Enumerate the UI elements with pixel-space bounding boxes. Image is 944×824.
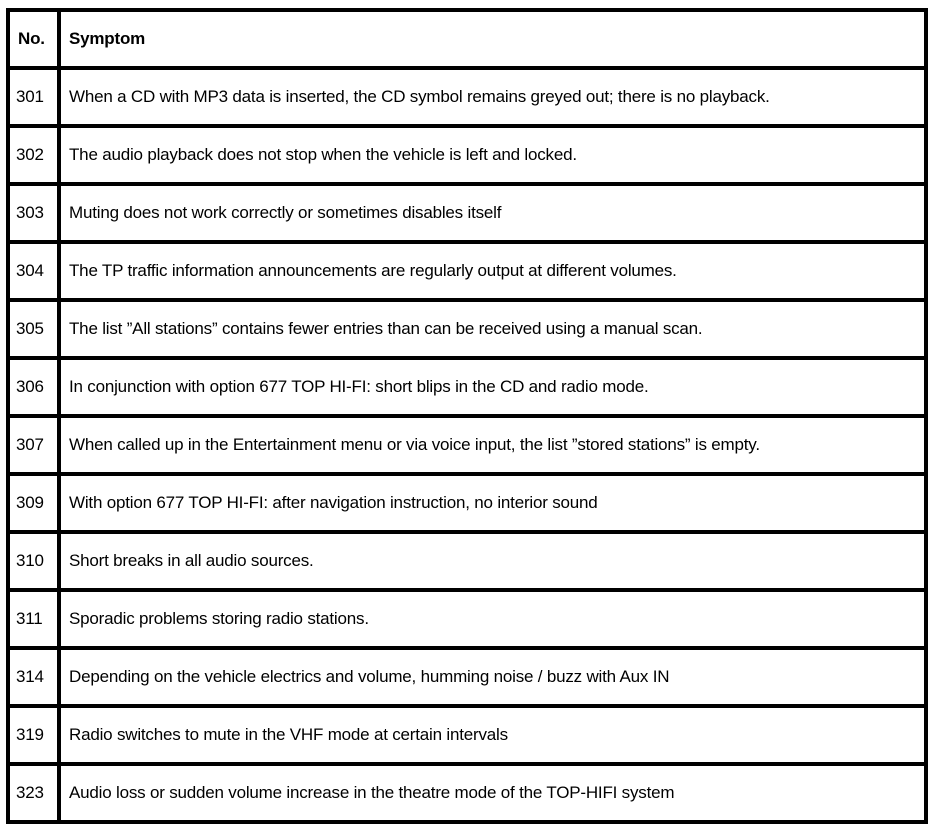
table-row [8, 590, 926, 648]
row-symptom: The audio playback does not stop when the vehicle is left and locked. [59, 126, 926, 184]
row-number: 301 [8, 68, 59, 126]
row-number: 303 [8, 184, 59, 242]
table-row [8, 242, 926, 300]
table-header [8, 10, 926, 68]
row-number: 302 [8, 126, 59, 184]
row-number: 319 [8, 706, 59, 764]
row-number: 311 [8, 590, 59, 648]
row-symptom: In conjunction with option 677 TOP HI-FI: short blips in the CD and radio mode. [59, 358, 926, 416]
table-row [8, 416, 926, 474]
row-number: 310 [8, 532, 59, 590]
header-symptom: Symptom [59, 10, 926, 68]
row-number: 307 [8, 416, 59, 474]
table-row [8, 648, 926, 706]
table-row [8, 300, 926, 358]
header-no: No. [8, 10, 59, 68]
table-body [8, 68, 926, 822]
row-symptom: When called up in the Entertainment menu or via voice input, the list ”stored stations” is empty. [59, 416, 926, 474]
header-row [8, 10, 926, 68]
row-symptom: Muting does not work correctly or sometimes disables itself [59, 184, 926, 242]
table-row [8, 68, 926, 126]
row-symptom: Short breaks in all audio sources. [59, 532, 926, 590]
row-number: 314 [8, 648, 59, 706]
row-symptom: When a CD with MP3 data is inserted, the CD symbol remains greyed out; there is no playback. [59, 68, 926, 126]
row-symptom: With option 677 TOP HI-FI: after navigation instruction, no interior sound [59, 474, 926, 532]
table-row [8, 706, 926, 764]
row-number: 309 [8, 474, 59, 532]
table-row [8, 358, 926, 416]
row-number: 306 [8, 358, 59, 416]
row-symptom: Audio loss or sudden volume increase in the theatre mode of the TOP-HIFI system [59, 764, 926, 822]
row-symptom: The TP traffic information announcements are regularly output at different volumes. [59, 242, 926, 300]
row-symptom: The list ”All stations” contains fewer entries than can be received using a manual scan. [59, 300, 926, 358]
row-number: 305 [8, 300, 59, 358]
row-symptom: Depending on the vehicle electrics and volume, humming noise / buzz with Aux IN [59, 648, 926, 706]
table-row [8, 184, 926, 242]
row-symptom: Radio switches to mute in the VHF mode at certain intervals [59, 706, 926, 764]
table-row [8, 532, 926, 590]
table-row [8, 474, 926, 532]
row-number: 304 [8, 242, 59, 300]
symptom-table [6, 8, 928, 824]
row-number: 323 [8, 764, 59, 822]
row-symptom: Sporadic problems storing radio stations. [59, 590, 926, 648]
table-row [8, 126, 926, 184]
table-row [8, 764, 926, 822]
